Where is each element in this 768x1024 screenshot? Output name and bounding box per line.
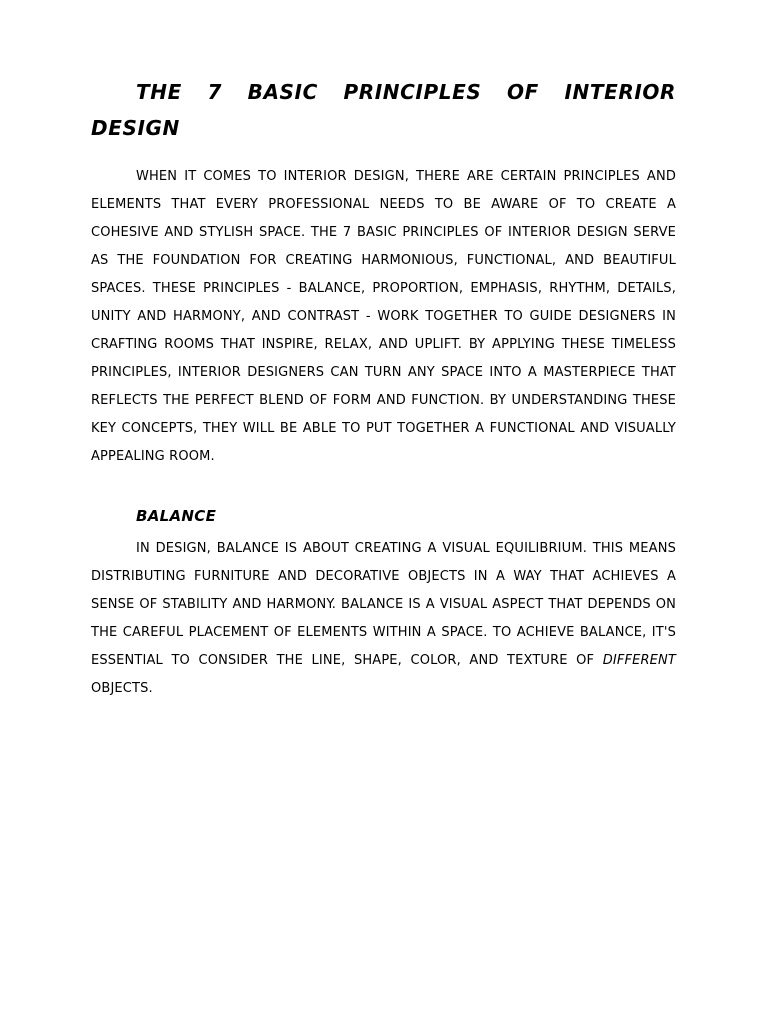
balance-paragraph-text: IN DESIGN, BALANCE IS ABOUT CREATING A VISUAL EQUILIBRIUM. THIS MEANS DISTRIBUTING FURNITURE AND DECORATIVE OBJECTS IN A WAY THAT ACHIEVES A SENSE OF STABILITY AND HARMONY. BALANCE IS A VISUAL ASPECT THAT DEPENDS ON THE CAREFUL PLACEMENT OF ELEMENTS WITHIN A SPACE. TO ACHIEVE BALANCE, IT'S ESSENTIAL TO CONSIDER THE LINE, SHAPE, COLOR, AND TEXTURE OF xyxy=(91,541,676,668)
balance-paragraph-emphasis: DIFFERENT xyxy=(602,653,676,668)
section-heading-balance: BALANCE xyxy=(136,507,217,525)
balance-paragraph xyxy=(91,535,676,703)
balance-paragraph-ending: OBJECTS. xyxy=(91,681,153,696)
document-title: THE 7 BASIC PRINCIPLES OF INTERIOR DESIGN xyxy=(91,80,676,140)
intro-paragraph: WHEN IT COMES TO INTERIOR DESIGN, THERE ARE CERTAIN PRINCIPLES AND ELEMENTS THAT EVERY PROFESSIONAL NEEDS TO BE AWARE OF TO CREATE A COHESIVE AND STYLISH SPACE. THE 7 BASIC PRINCIPLES OF INTERIOR DESIGN SERVE AS THE FOUNDATION FOR CREATING HARMONIOUS, FUNCTIONAL, AND BEAUTIFUL SPACES. THESE PRINCIPLES - BALANCE, PROPORTION, EMPHASIS, RHYTHM, DETAILS, UNITY AND HARMONY, AND CONTRAST - WORK TOGETHER TO GUIDE DESIGNERS IN CRAFTING ROOMS THAT INSPIRE, RELAX, AND UPLIFT. BY APPLYING THESE TIMELESS PRINCIPLES, INTERIOR DESIGNERS CAN TURN ANY SPACE INTO A MASTERPIECE THAT REFLECTS THE PERFECT BLEND OF FORM AND FUNCTION. BY UNDERSTANDING THESE KEY CONCEPTS, THEY WILL BE ABLE TO PUT TOGETHER A FUNCTIONAL AND VISUALLY APPEALING ROOM. xyxy=(91,169,676,464)
